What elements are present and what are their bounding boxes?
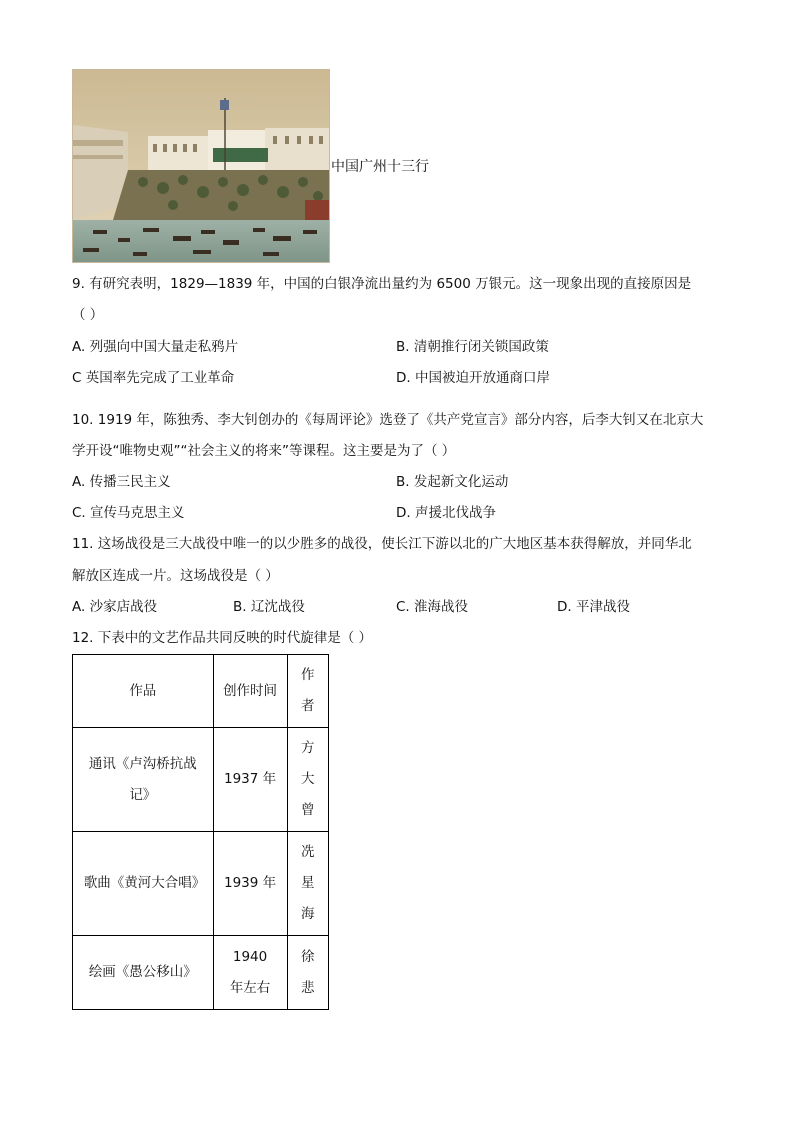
table-row (73, 728, 329, 832)
q9-stem: 9. 有研究表明，1829—1839 年，中国的白银净流出量约为 6500 万银元。这一现象出现的直接原因是 (72, 276, 692, 292)
painting-svg (73, 70, 329, 262)
row3-work: 绘画《愚公移山》 (73, 936, 214, 1010)
table-row (73, 832, 329, 936)
q9-option-b: B. 清朝推行闭关锁国政策 (396, 339, 549, 355)
q10-option-c: C. 宣传马克思主义 (72, 505, 185, 521)
q11-option-c: C. 淮海战役 (396, 599, 469, 615)
q10-option-d: D. 声援北伐战争 (396, 505, 496, 521)
table-row (73, 936, 329, 1010)
table-header-row (73, 655, 329, 728)
row1-author: 方大曾 (287, 728, 329, 832)
q11-option-d: D. 平津战役 (557, 599, 630, 615)
q12-stem: 12. 下表中的文艺作品共同反映的时代旋律是（ ） (72, 630, 373, 646)
q10-option-b: B. 发起新文化运动 (396, 474, 509, 490)
q9-option-d: D. 中国被迫开放通商口岸 (396, 370, 550, 386)
artworks-table (72, 654, 329, 1010)
row2-author: 冼星海 (287, 832, 329, 936)
row3-time: 1940 年左右 (213, 936, 287, 1010)
q11-option-a: A. 沙家店战役 (72, 599, 158, 615)
figure-caption: 中国广州十三行 (331, 159, 429, 175)
q11-stem-line1: 11. 这场战役是三大战役中唯一的以少胜多的战役，使长江下游以北的广大地区基本获得解放，并同华北 (72, 536, 692, 552)
q11-option-b: B. 辽沈战役 (233, 599, 305, 615)
q9-option-c: C 英国率先完成了工业革命 (72, 370, 235, 386)
q10-stem-line2: 学开设“唯物史观”“社会主义的将来”等课程。这主要是为了（ ） (72, 443, 456, 459)
row1-time: 1937 年 (213, 728, 287, 832)
q10-stem-line1: 10. 1919 年，陈独秀、李大钊创办的《每周评论》选登了《共产党宣言》部分内容，后李大钊又在北京大 (72, 412, 704, 428)
row3-author: 徐悲 (287, 936, 329, 1010)
row2-work: 歌曲《黄河大合唱》 (73, 832, 214, 936)
q10-option-a: A. 传播三民主义 (72, 474, 171, 490)
header-author: 作者 (287, 655, 329, 728)
q11-stem-line2: 解放区连成一片。这场战役是（ ） (72, 568, 279, 584)
q9-bracket: （ ） (72, 307, 104, 323)
header-time: 创作时间 (213, 655, 287, 728)
row1-work: 通讯《卢沟桥抗战记》 (73, 728, 214, 832)
header-work: 作品 (73, 655, 214, 728)
thirteen-factories-painting (72, 69, 330, 263)
q9-option-a: A. 列强向中国大量走私鸦片 (72, 339, 239, 355)
row2-time: 1939 年 (213, 832, 287, 936)
